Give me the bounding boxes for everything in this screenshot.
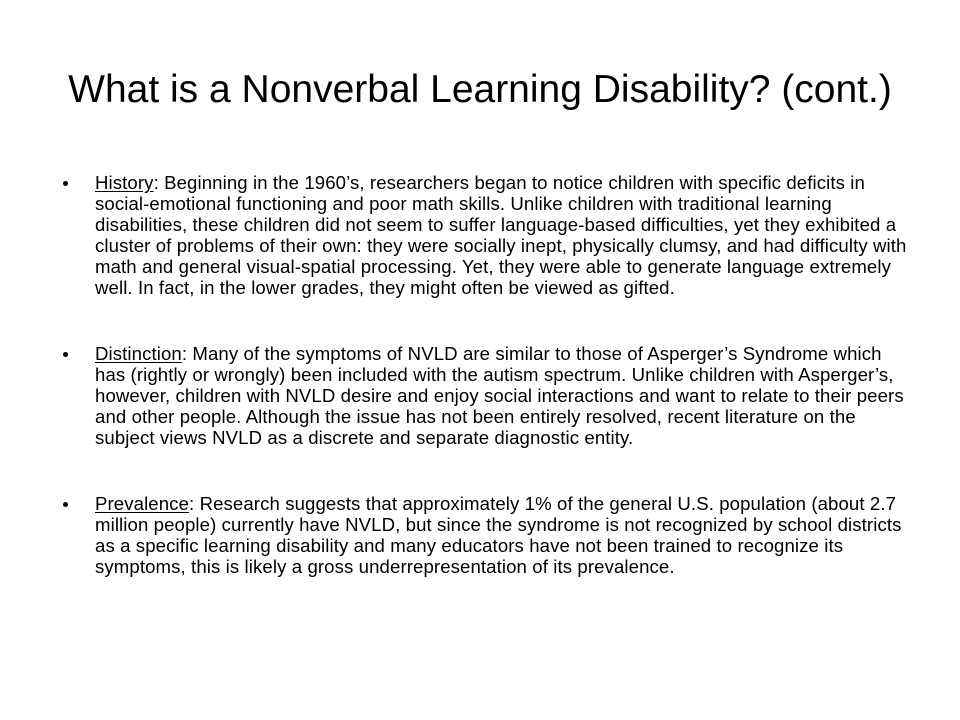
bullet-prevalence bbox=[60, 493, 912, 577]
bullet-term-history: History bbox=[95, 172, 154, 193]
slide-title: What is a Nonverbal Learning Disability? (cont.) bbox=[68, 68, 892, 111]
bullet-text-distinction: : Many of the symptoms of NVLD are similar to those of Asperger’s Syndrome which has (rightly or wrongly) been included with the autism spectrum. Unlike children with Asperger’s, however, children with NVLD desire and enjoy social interactions and want to relate to their peers and other people. Although the issue has not been entirely resolved, recent literature on the subject views NVLD as a discrete and separate diagnostic entity. bbox=[95, 343, 904, 448]
bullet-text-prevalence: : Research suggests that approximately 1% of the general U.S. population (about 2.7 million people) currently have NVLD, but since the syndrome is not recognized by school districts as a specific learning disability and many educators have not been trained to recognize its symptoms, this is likely a gross underrepresentation of its prevalence. bbox=[95, 493, 902, 577]
bullet-history bbox=[60, 172, 912, 298]
bullet-term-prevalence: Prevalence bbox=[95, 493, 190, 514]
bullet-list bbox=[60, 172, 912, 622]
bullet-text-history: : Beginning in the 1960’s, researchers began to notice children with specific deficits in social-emotional functioning and poor math skills. Unlike children with traditional learning disabilities, these children did not seem to suffer language-based difficulties, yet they exhibited a cluster of problems of their own: they were socially inept, physically clumsy, and had difficulty with math and general visual-spatial processing. Yet, they were able to generate language extremely well. In fact, in the lower grades, they might often be viewed as gifted. bbox=[95, 172, 907, 298]
bullet-term-distinction: Distinction bbox=[95, 343, 182, 364]
bullet-distinction bbox=[60, 343, 912, 448]
